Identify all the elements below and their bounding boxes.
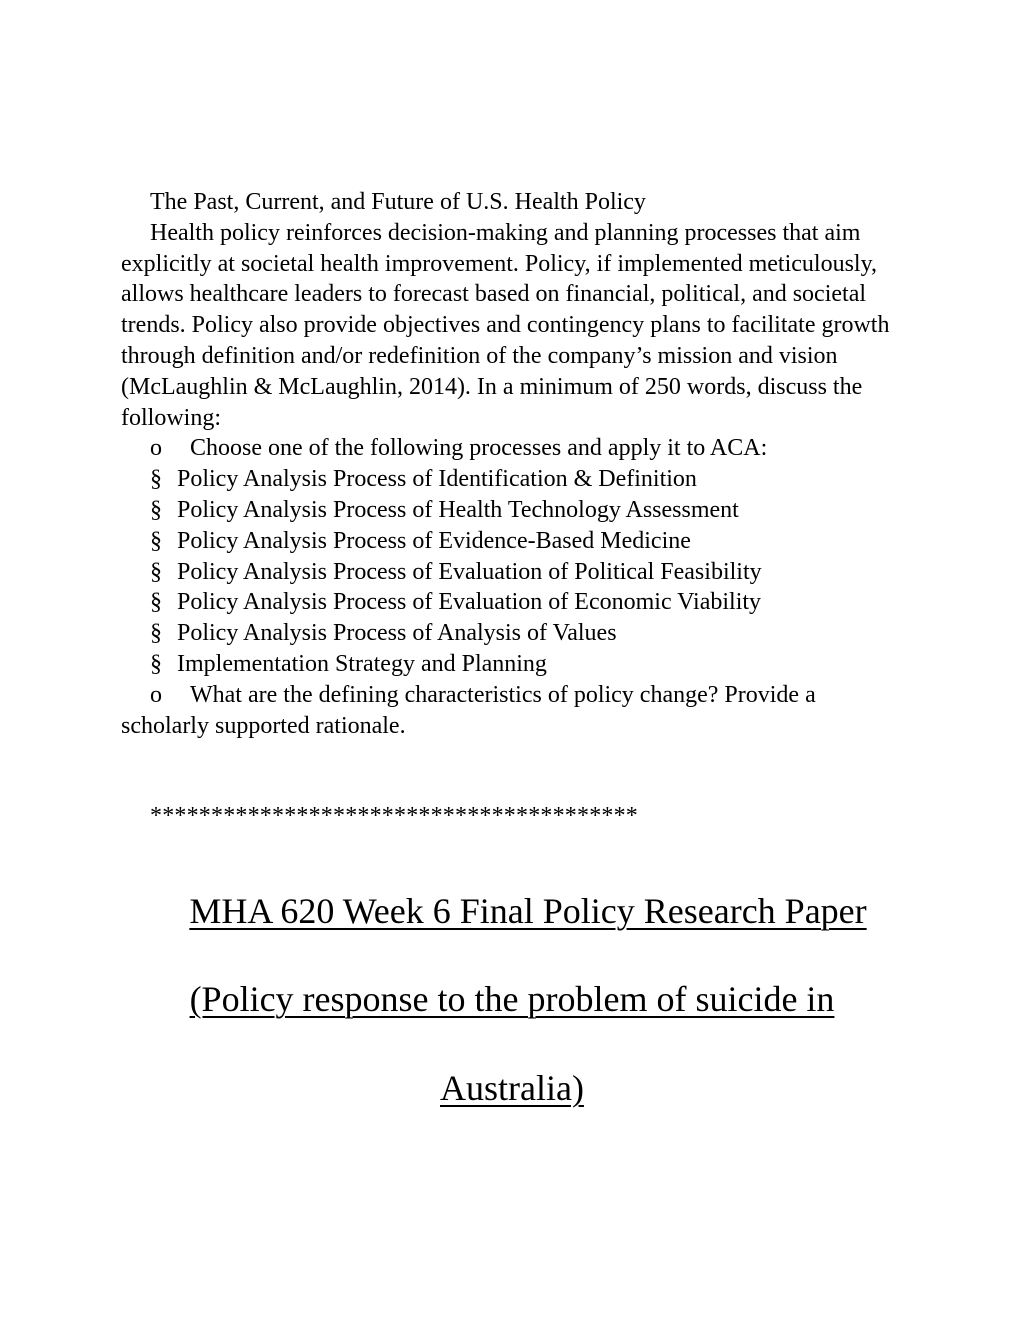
process-item xyxy=(121,526,906,557)
document-body xyxy=(121,187,906,741)
question-item-2 xyxy=(121,680,906,742)
process-item xyxy=(121,495,906,526)
process-item xyxy=(121,464,906,495)
process-text: Implementation Strategy and Planning xyxy=(177,650,547,677)
document-heading: The Past, Current, and Future of U.S. Health Policy xyxy=(150,189,646,215)
separator-line: **************************************** xyxy=(150,803,638,829)
process-text: Policy Analysis Process of Evaluation of Economic Viability xyxy=(177,589,762,616)
process-text: Policy Analysis Process of Analysis of Values xyxy=(177,620,617,647)
question-item-1 xyxy=(121,433,906,464)
circle-bullet-icon: o xyxy=(150,435,162,462)
section-bullet-icon: § xyxy=(150,527,162,554)
section-bullet-icon: § xyxy=(150,496,162,523)
paper-title-line-2: (Policy response to the problem of suicide in xyxy=(189,979,835,1019)
process-item xyxy=(121,649,906,680)
process-text: Policy Analysis Process of Evidence-Based Medicine xyxy=(177,527,691,554)
process-item xyxy=(121,587,906,618)
process-item xyxy=(121,618,906,649)
question-text-2: What are the defining characteristics of policy change? Provide a scholarly supported rationale. xyxy=(121,681,816,739)
paper-title-line-1: MHA 620 Week 6 Final Policy Research Paper xyxy=(189,891,867,931)
process-text: Policy Analysis Process of Health Technology Assessment xyxy=(177,496,739,523)
process-item xyxy=(121,557,906,588)
section-bullet-icon: § xyxy=(150,558,162,585)
section-bullet-icon: § xyxy=(150,650,162,677)
question-text-1: Choose one of the following processes and apply it to ACA: xyxy=(190,435,768,462)
section-bullet-icon: § xyxy=(150,620,162,647)
paper-title-line-3: Australia) xyxy=(440,1068,584,1108)
section-bullet-icon: § xyxy=(150,466,162,493)
process-text: Policy Analysis Process of Identification & Definition xyxy=(177,466,697,493)
section-bullet-icon: § xyxy=(150,589,162,616)
process-text: Policy Analysis Process of Evaluation of Political Feasibility xyxy=(177,558,762,585)
circle-bullet-icon: o xyxy=(150,681,162,708)
intro-paragraph: Health policy reinforces decision-making and planning processes that aim explicitly at societal health improvement. Policy, if implemented meticulously, allows healthcare leaders to forecast based on financial, political, and societal trends. Policy also provide objectives and contingency plans to facilitate growth through definition and/or redefinition of the company’s mission and vision (McLaughlin & McLaughlin, 2014). In a minimum of 250 words, discuss the following: xyxy=(121,219,890,431)
